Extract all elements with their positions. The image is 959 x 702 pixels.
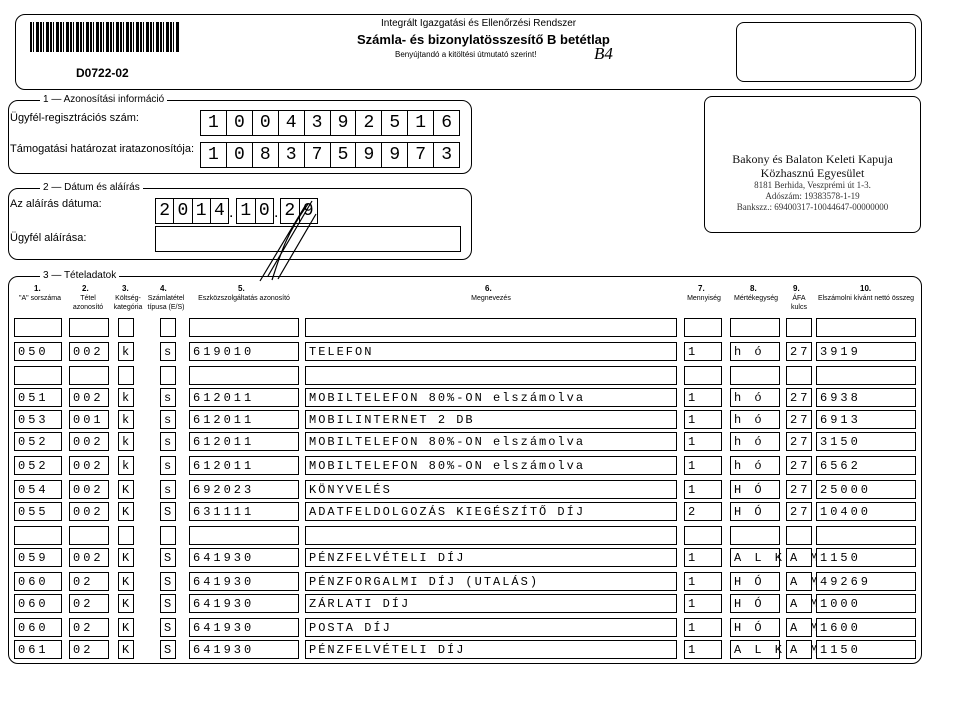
digit-cell: 0 <box>252 111 278 135</box>
row-2-col-h[interactable] <box>730 366 780 385</box>
row-10-col-j[interactable]: 1150 <box>816 548 916 567</box>
stamp-line-2: Közhasznú Egyesület <box>760 166 865 180</box>
row-6-col-h[interactable]: h ó <box>730 456 780 475</box>
digit-cell: 2 <box>284 201 296 221</box>
row-1-col-f[interactable]: TELEFON <box>305 342 677 361</box>
row-3-col-i[interactable]: 27 <box>786 388 812 407</box>
stamp-line-3: 8181 Berhida, Veszprémi út 1-3. <box>754 180 871 190</box>
row-8-col-a[interactable]: 055 <box>14 502 62 521</box>
digit-cell: 2 <box>159 201 171 221</box>
column-label: "A" sorszáma <box>19 295 61 302</box>
digit-cell: 9 <box>330 111 356 135</box>
row-3-col-d[interactable]: s <box>160 388 176 407</box>
row-3-col-a[interactable]: 051 <box>14 388 62 407</box>
row-10-col-i[interactable]: A M <box>786 548 812 567</box>
digit-cell: 5 <box>330 143 356 167</box>
row-0-col-b[interactable] <box>69 318 109 337</box>
signature <box>250 196 330 286</box>
row-2-col-j[interactable] <box>816 366 916 385</box>
row-3-col-h[interactable]: h ó <box>730 388 780 407</box>
column-label: Eszközszolgáltatás azonosító <box>198 295 290 302</box>
row-2-col-g[interactable] <box>684 366 722 385</box>
row-2-col-c[interactable] <box>118 366 134 385</box>
stamp-line-5: Bankszz.: 69400317-10044647-00000000 <box>736 202 889 212</box>
row-2-col-b[interactable] <box>69 366 109 385</box>
row-3-col-e[interactable]: 612011 <box>189 388 299 407</box>
row-12-col-h[interactable]: H Ó <box>730 594 780 613</box>
digit-cell: 4 <box>210 199 228 223</box>
row-11-col-h[interactable]: H Ó <box>730 572 780 591</box>
row-7-col-i[interactable]: 27 <box>786 480 812 499</box>
row-8-col-g[interactable]: 2 <box>684 502 722 521</box>
row-9-col-h[interactable] <box>730 526 780 545</box>
row-12-col-f[interactable]: ZÁRLATI DÍJ <box>305 594 677 613</box>
row-2-col-f[interactable] <box>305 366 677 385</box>
digit-cell: 0 <box>255 199 274 223</box>
row-12-col-e[interactable]: 641930 <box>189 594 299 613</box>
digit-cell: 8 <box>252 143 278 167</box>
row-9-col-i[interactable] <box>786 526 812 545</box>
row-3-col-g[interactable]: 1 <box>684 388 722 407</box>
row-14-col-i[interactable]: A M <box>786 640 812 659</box>
digit-cell: 1 <box>240 201 252 221</box>
row-4-col-g[interactable]: 1 <box>684 410 722 429</box>
digit-cell: 9 <box>355 143 381 167</box>
handwritten-mark: B4 <box>594 44 613 63</box>
row-6-col-e[interactable]: 612011 <box>189 456 299 475</box>
row-14-col-h[interactable]: A L K <box>730 640 780 659</box>
column-number: 2. <box>82 284 89 293</box>
digit-cell: 9 <box>381 143 407 167</box>
row-10-col-g[interactable]: 1 <box>684 548 722 567</box>
row-0-col-c[interactable] <box>118 318 134 337</box>
row-7-col-e[interactable]: 692023 <box>189 480 299 499</box>
form-code: D0722-02 <box>76 66 129 80</box>
row-7-col-c[interactable]: K <box>118 480 134 499</box>
row-1-col-h[interactable]: h ó <box>730 342 780 361</box>
row-14-col-e[interactable]: 641930 <box>189 640 299 659</box>
row-6-col-f[interactable]: MOBILTELEFON 80%-ON elszámolva <box>305 456 677 475</box>
row-14-col-g[interactable]: 1 <box>684 640 722 659</box>
row-13-col-g[interactable]: 1 <box>684 618 722 637</box>
stamp-line-4: Adószám: 19383578-1-19 <box>765 191 860 201</box>
row-1-col-e[interactable]: 619010 <box>189 342 299 361</box>
row-0-col-h[interactable] <box>730 318 780 337</box>
row-10-col-d[interactable]: S <box>160 548 176 567</box>
row-13-col-d[interactable]: S <box>160 618 176 637</box>
digit-cell: 7 <box>304 143 330 167</box>
row-1-col-c[interactable]: k <box>118 342 134 361</box>
row-11-col-e[interactable]: 641930 <box>189 572 299 591</box>
column-number: 8. <box>750 284 757 293</box>
row-8-col-j[interactable]: 10400 <box>816 502 916 521</box>
row-2-col-a[interactable] <box>14 366 62 385</box>
digit-cell: 1 <box>208 113 219 133</box>
row-1-col-b[interactable]: 002 <box>69 342 109 361</box>
column-number: 4. <box>160 284 167 293</box>
row-9-col-b[interactable] <box>69 526 109 545</box>
column-label: Költség-kategória <box>113 295 143 311</box>
column-label: Mennyiség <box>687 295 721 302</box>
row-9-col-e[interactable] <box>189 526 299 545</box>
column-number: 5. <box>238 284 245 293</box>
row-2-col-d[interactable] <box>160 366 176 385</box>
row-3-col-c[interactable]: k <box>118 388 134 407</box>
row-10-col-f[interactable]: PÉNZFELVÉTELI DÍJ <box>305 548 677 567</box>
row-4-col-h[interactable]: h ó <box>730 410 780 429</box>
row-11-col-g[interactable]: 1 <box>684 572 722 591</box>
client-reg-label: Ügyfél-regisztrációs szám: <box>10 112 139 124</box>
row-5-col-j[interactable]: 3150 <box>816 432 916 451</box>
section-1-title: 1 — Azonosítási információ <box>40 94 167 105</box>
digit-cell: 0 <box>226 111 252 135</box>
row-12-col-a[interactable]: 060 <box>14 594 62 613</box>
row-5-col-h[interactable]: h ó <box>730 432 780 451</box>
form-title: Számla- és bizonylatösszesítő B betétlap <box>357 32 610 47</box>
digit-cell: 5 <box>381 111 407 135</box>
column-number: 10. <box>860 284 872 293</box>
row-4-col-e[interactable]: 612011 <box>189 410 299 429</box>
row-4-col-f[interactable]: MOBILINTERNET 2 DB <box>305 410 677 429</box>
stamp-line-1: Bakony és Balaton Keleti Kapuja <box>732 152 893 166</box>
row-14-col-f[interactable]: PÉNZFELVÉTELI DÍJ <box>305 640 677 659</box>
row-7-col-j[interactable]: 25000 <box>816 480 916 499</box>
row-0-col-a[interactable] <box>14 318 62 337</box>
row-11-col-a[interactable]: 060 <box>14 572 62 591</box>
row-7-col-f[interactable]: KÖNYVELÉS <box>305 480 677 499</box>
row-14-col-c[interactable]: K <box>118 640 134 659</box>
row-1-col-i[interactable]: 27 <box>786 342 812 361</box>
column-number: 1. <box>34 284 41 293</box>
row-11-col-c[interactable]: K <box>118 572 134 591</box>
row-12-col-b[interactable]: 02 <box>69 594 109 613</box>
row-5-col-f[interactable]: MOBILTELEFON 80%-ON elszámolva <box>305 432 677 451</box>
row-8-col-c[interactable]: K <box>118 502 134 521</box>
digit-cell: 3 <box>304 111 330 135</box>
digit-cell: 1 <box>407 111 433 135</box>
row-12-col-g[interactable]: 1 <box>684 594 722 613</box>
row-8-col-f[interactable]: ADATFELDOLGOZÁS KIEGÉSZÍTŐ DÍJ <box>305 502 677 521</box>
row-8-col-i[interactable]: 27 <box>786 502 812 521</box>
row-13-col-f[interactable]: POSTA DÍJ <box>305 618 677 637</box>
row-0-col-g[interactable] <box>684 318 722 337</box>
client-reg-number[interactable] <box>200 110 460 136</box>
date-dot-1: . <box>229 204 234 221</box>
decision-label: Támogatási határozat iratazonosítója: <box>10 143 195 155</box>
digit-cell: 6 <box>433 111 459 135</box>
date-dot-2: . <box>274 204 279 221</box>
org-title: Integrált Igazgatási és Ellenőrzési Rendszer <box>381 18 577 29</box>
row-5-col-e[interactable]: 612011 <box>189 432 299 451</box>
column-label: Elszámolni kívánt nettó összeg <box>817 295 915 302</box>
row-13-col-h[interactable]: H Ó <box>730 618 780 637</box>
barcode <box>30 22 180 52</box>
row-11-col-b[interactable]: 02 <box>69 572 109 591</box>
row-0-col-i[interactable] <box>786 318 812 337</box>
row-10-col-c[interactable]: K <box>118 548 134 567</box>
row-11-col-i[interactable]: A M <box>786 572 812 591</box>
digit-cell: 0 <box>226 143 252 167</box>
column-number: 9. <box>793 284 800 293</box>
row-7-col-b[interactable]: 002 <box>69 480 109 499</box>
digit-cell: 1 <box>208 145 219 165</box>
row-13-col-e[interactable]: 641930 <box>189 618 299 637</box>
row-12-col-j[interactable]: 1000 <box>816 594 916 613</box>
row-5-col-d[interactable]: s <box>160 432 176 451</box>
row-14-col-b[interactable]: 02 <box>69 640 109 659</box>
row-8-col-h[interactable]: H Ó <box>730 502 780 521</box>
row-3-col-b[interactable]: 002 <box>69 388 109 407</box>
row-14-col-a[interactable]: 061 <box>14 640 62 659</box>
digit-cell: 3 <box>433 143 459 167</box>
row-10-col-b[interactable]: 002 <box>69 548 109 567</box>
row-0-col-f[interactable] <box>305 318 677 337</box>
row-12-col-i[interactable]: A M <box>786 594 812 613</box>
row-11-col-j[interactable]: 49269 <box>816 572 916 591</box>
column-label: Tétel azonosító <box>72 295 104 311</box>
column-number: 6. <box>485 284 492 293</box>
row-5-col-g[interactable]: 1 <box>684 432 722 451</box>
row-9-col-j[interactable] <box>816 526 916 545</box>
row-10-col-a[interactable]: 059 <box>14 548 62 567</box>
row-4-col-c[interactable]: k <box>118 410 134 429</box>
digit-cell: 0 <box>173 199 191 223</box>
digit-cell: 3 <box>278 143 304 167</box>
row-9-col-g[interactable] <box>684 526 722 545</box>
digit-cell: 7 <box>407 143 433 167</box>
row-8-col-e[interactable]: 631111 <box>189 502 299 521</box>
row-9-col-d[interactable] <box>160 526 176 545</box>
row-0-col-e[interactable] <box>189 318 299 337</box>
column-label: Mértékegység <box>734 295 778 302</box>
row-13-col-j[interactable]: 1600 <box>816 618 916 637</box>
row-14-col-d[interactable]: S <box>160 640 176 659</box>
row-11-col-d[interactable]: S <box>160 572 176 591</box>
row-0-col-j[interactable] <box>816 318 916 337</box>
row-10-col-h[interactable]: A L K <box>730 548 780 567</box>
sign-date-label: Az aláírás dátuma: <box>10 198 102 210</box>
row-13-col-i[interactable]: A M <box>786 618 812 637</box>
row-4-col-d[interactable]: s <box>160 410 176 429</box>
section-3-title: 3 — Tételadatok <box>40 270 119 281</box>
row-12-col-c[interactable]: K <box>118 594 134 613</box>
row-9-col-c[interactable] <box>118 526 134 545</box>
form-subtitle: Benyújtandó a kitöltési útmutató szerint! <box>395 50 537 59</box>
row-5-col-c[interactable]: k <box>118 432 134 451</box>
row-6-col-g[interactable]: 1 <box>684 456 722 475</box>
row-1-col-j[interactable]: 3919 <box>816 342 916 361</box>
digit-cell: 2 <box>355 111 381 135</box>
row-6-col-i[interactable]: 27 <box>786 456 812 475</box>
row-13-col-b[interactable]: 02 <box>69 618 109 637</box>
row-7-col-h[interactable]: H Ó <box>730 480 780 499</box>
row-6-col-d[interactable]: s <box>160 456 176 475</box>
row-13-col-c[interactable]: K <box>118 618 134 637</box>
sign-date-year[interactable] <box>155 198 229 224</box>
row-1-col-d[interactable]: s <box>160 342 176 361</box>
row-13-col-a[interactable]: 060 <box>14 618 62 637</box>
row-6-col-c[interactable]: k <box>118 456 134 475</box>
row-7-col-d[interactable]: s <box>160 480 176 499</box>
office-use-box <box>736 22 916 82</box>
row-4-col-b[interactable]: 001 <box>69 410 109 429</box>
row-2-col-e[interactable] <box>189 366 299 385</box>
row-1-col-g[interactable]: 1 <box>684 342 722 361</box>
row-5-col-a[interactable]: 052 <box>14 432 62 451</box>
column-label: Számlatétel típusa (E/S) <box>147 295 185 311</box>
row-2-col-i[interactable] <box>786 366 812 385</box>
decision-number[interactable] <box>200 142 460 168</box>
row-3-col-f[interactable]: MOBILTELEFON 80%-ON elszámolva <box>305 388 677 407</box>
column-number: 7. <box>698 284 705 293</box>
stamp <box>700 152 925 213</box>
row-7-col-a[interactable]: 054 <box>14 480 62 499</box>
section-2-title: 2 — Dátum és aláírás <box>40 182 143 193</box>
row-12-col-d[interactable]: S <box>160 594 176 613</box>
row-9-col-f[interactable] <box>305 526 677 545</box>
column-number: 3. <box>122 284 129 293</box>
column-label: ÁFA kulcs <box>791 295 807 311</box>
row-1-col-a[interactable]: 050 <box>14 342 62 361</box>
row-0-col-d[interactable] <box>160 318 176 337</box>
row-4-col-j[interactable]: 6913 <box>816 410 916 429</box>
row-8-col-b[interactable]: 002 <box>69 502 109 521</box>
row-7-col-g[interactable]: 1 <box>684 480 722 499</box>
client-sign-label: Ügyfél aláírása: <box>10 232 87 244</box>
row-11-col-f[interactable]: PÉNZFORGALMI DÍJ (UTALÁS) <box>305 572 677 591</box>
row-4-col-a[interactable]: 053 <box>14 410 62 429</box>
row-8-col-d[interactable]: S <box>160 502 176 521</box>
row-5-col-i[interactable]: 27 <box>786 432 812 451</box>
digit-cell: 4 <box>278 111 304 135</box>
digit-cell: 1 <box>192 199 210 223</box>
row-6-col-j[interactable]: 6562 <box>816 456 916 475</box>
digit-cell: 9 <box>299 199 318 223</box>
row-4-col-i[interactable]: 27 <box>786 410 812 429</box>
row-6-col-b[interactable]: 002 <box>69 456 109 475</box>
row-6-col-a[interactable]: 052 <box>14 456 62 475</box>
column-label: Megnevezés <box>471 295 511 302</box>
row-10-col-e[interactable]: 641930 <box>189 548 299 567</box>
row-5-col-b[interactable]: 002 <box>69 432 109 451</box>
row-14-col-j[interactable]: 1150 <box>816 640 916 659</box>
row-3-col-j[interactable]: 6938 <box>816 388 916 407</box>
row-9-col-a[interactable] <box>14 526 62 545</box>
